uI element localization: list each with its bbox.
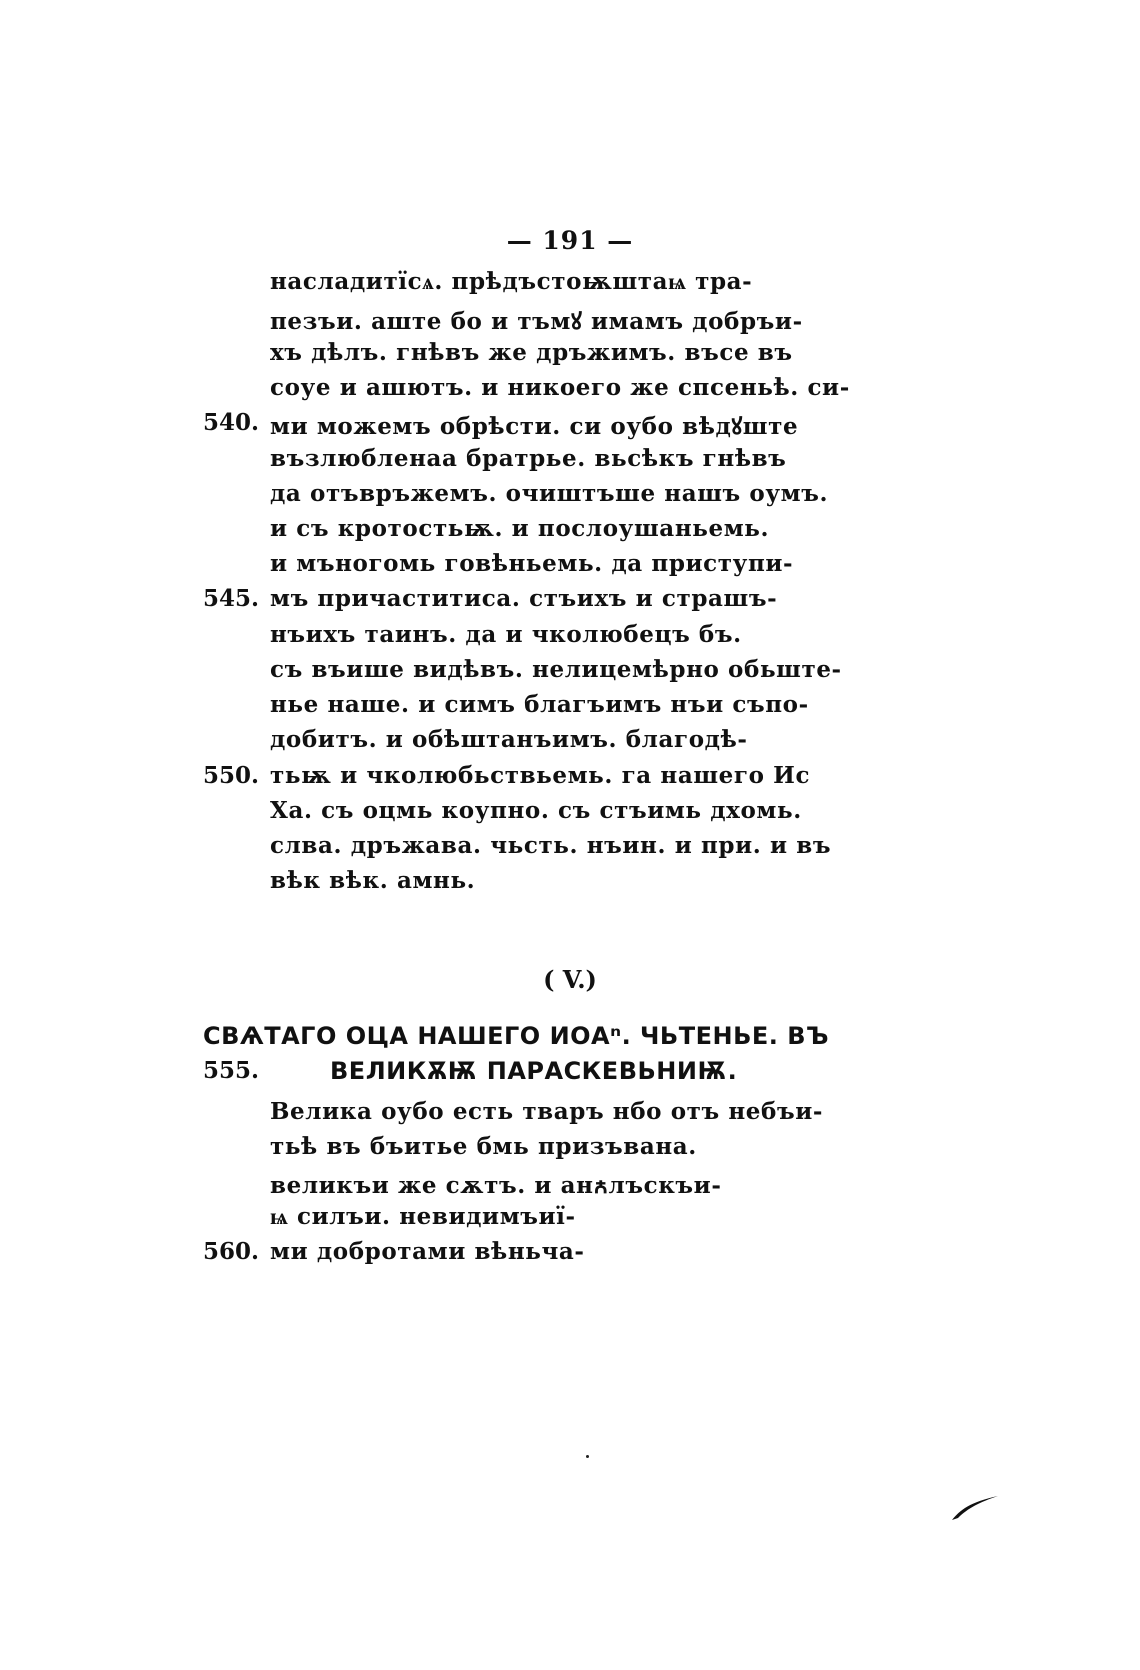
text-line: да отъвръжемъ. очиштъше нашъ оумъ. <box>270 480 829 507</box>
text-line: Ха. съ оцмь коупно. съ стъимь дхомь. <box>270 797 802 824</box>
text-line: вѣк вѣк. амнь. <box>270 867 476 894</box>
text-line: съ въише видѣвъ. нелицемѣрно обьште- <box>270 656 842 683</box>
heading-line-number: 555. <box>203 1057 260 1084</box>
section-heading-line1: СВѦТАГО ОЦА НАШЕГО ИОАⁿ. ЧЬТЕНЬЕ. ВЪ <box>203 1022 830 1050</box>
text-line: и мъногомь говѣньемь. да приступи- <box>270 550 794 577</box>
text-line: и съ кротостьѭ. и послоушаньемь. <box>270 515 770 542</box>
page-number: — 191 — <box>506 226 634 255</box>
text-line: тьѣ въ бъитье бмь призъвана. <box>270 1133 697 1160</box>
line-number: 550. <box>203 762 260 789</box>
line-number: 545. <box>203 585 260 612</box>
text-line: възлюбленаа братрье. вьсѣкъ гнѣвъ <box>270 445 787 472</box>
text-line: мъ причаститиса. стъихъ и страшъ- <box>270 585 778 612</box>
text-line: ньe наше. и симъ благъимъ нъи съпо- <box>270 691 809 718</box>
text-line: тьѭ и чколюбьствьемь. га нашего Ис <box>270 762 811 789</box>
text-line: ми добротами вѣньча- <box>270 1238 585 1265</box>
text-line: соуе и ашютъ. и никоего же спсеньѣ. си- <box>270 374 850 401</box>
line-number: 560. <box>203 1238 260 1265</box>
pen-mark-icon <box>950 1492 1000 1522</box>
text-line: Велика оубо есть тваръ нбо отъ небъи- <box>270 1098 824 1125</box>
text-line: слва. дръжава. чьсть. нъин. и при. и въ <box>270 832 832 859</box>
text-line: великъи же сѫтъ. и анꙉлъскъи- <box>270 1172 722 1199</box>
line-number: 540. <box>203 409 260 436</box>
section-heading-line2: ВЕЛИКѪѬ ПАРАСКЕВЬНИѬ. <box>330 1057 738 1085</box>
text-line: пезъи. аште бо и тъмꙋ имамъ добръи- <box>270 308 803 335</box>
section-marker: ( V.) <box>543 965 597 994</box>
text-line: нъихъ таинъ. да и чколюбецъ бъ. <box>270 621 742 648</box>
ink-speck <box>586 1455 589 1458</box>
text-line: насладитїсѧ. прѣдъстоѭштаѩ тра- <box>270 268 753 295</box>
text-line: ми можемъ обрѣсти. си оубо вѣдꙋште <box>270 413 799 440</box>
text-line: хъ дѣлъ. гнѣвъ же дръжимъ. въсе въ <box>270 339 793 366</box>
text-line: ѩ силъи. невидимъиї- <box>270 1203 576 1230</box>
text-line: добитъ. и обѣштанъимъ. благодѣ- <box>270 726 748 753</box>
